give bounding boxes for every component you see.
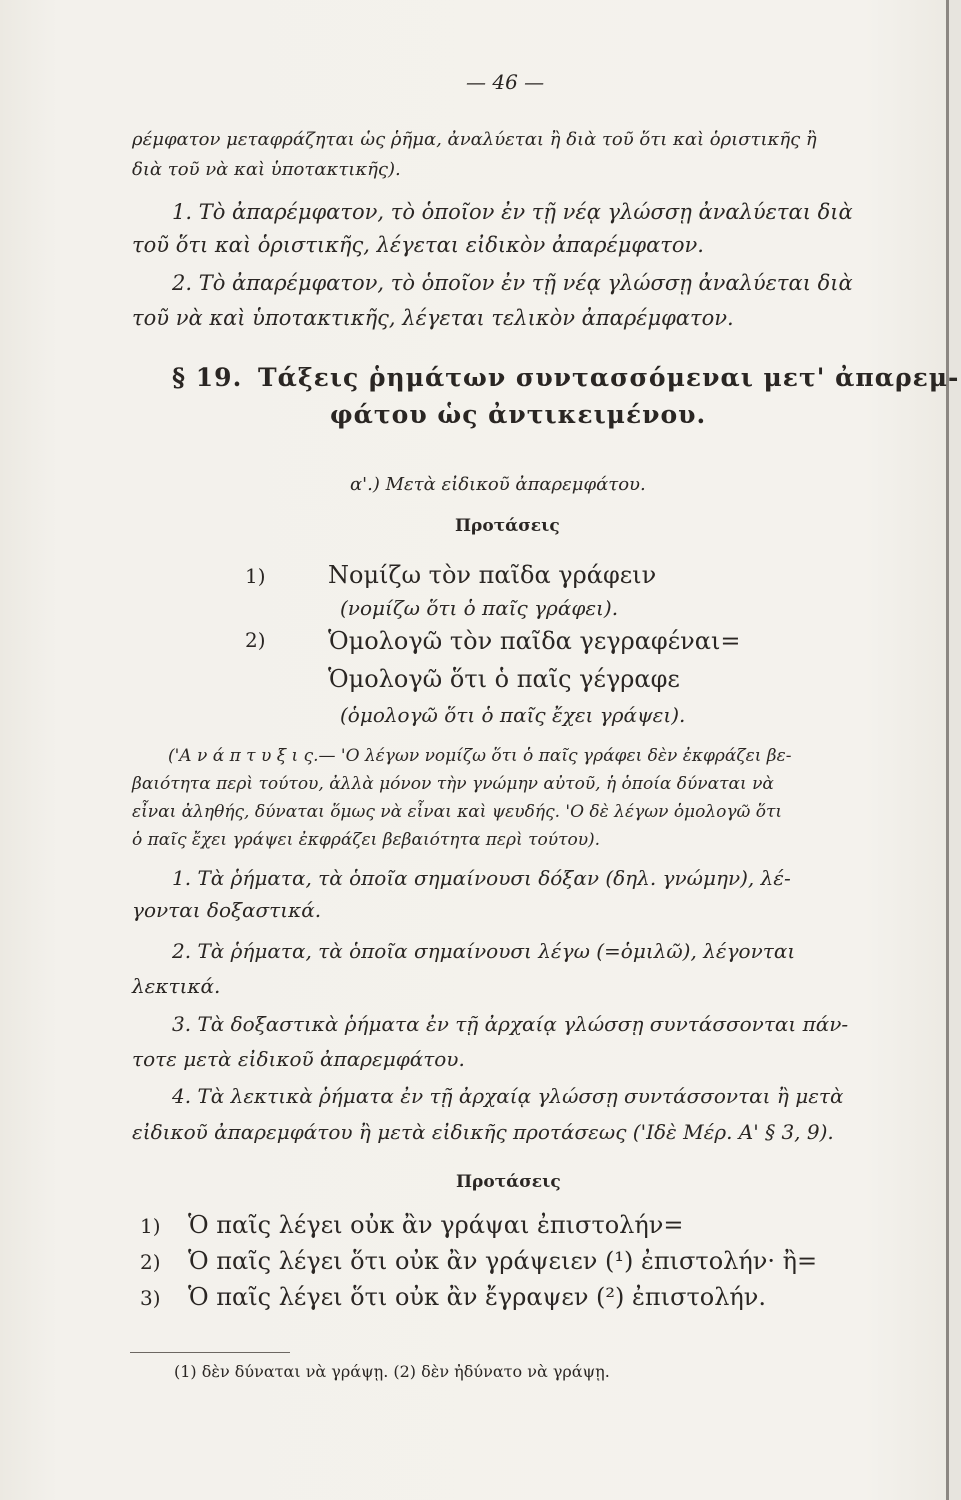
section-title-line-1: Τάξεις ῥημάτων συντασσόμεναι μετ' ἀπαρεμ- <box>258 363 960 392</box>
protaseis-label: Προτάσεις <box>455 516 560 536</box>
footnote-rule <box>130 1352 290 1353</box>
analysis-line-3: εἶναι ἀληθής, δύναται ὅμως νὰ εἶναι καὶ ψευδής. 'Ο δὲ λέγων ὁμολογῶ ὅτι <box>132 802 783 822</box>
example4-text: Ὁ παῖς λέγει ὅτι οὐκ ἂν γράψειεν (¹) ἐπιστολήν· ἢ= <box>188 1247 818 1275</box>
section-number: § 19. <box>172 363 243 392</box>
rule1-line-1: 1. Τὸ ἀπαρέμφατον, τὸ ὁποῖον ἐν τῇ νέᾳ γλώσσῃ ἀναλύεται διὰ <box>172 200 853 224</box>
rule-3-line-2: τοτε μετὰ εἰδικοῦ ἀπαρεμφάτου. <box>132 1047 465 1071</box>
rule-lektika-line-2: λεκτικά. <box>132 974 221 998</box>
analysis-line-4: ὁ παῖς ἔχει γράψει ἐκφράζει βεβαιότητα περὶ τούτου). <box>132 830 601 850</box>
example5-text: Ὁ παῖς λέγει ὅτι οὐκ ἂν ἔγραψεν (²) ἐπιστολήν. <box>188 1283 767 1311</box>
example5-number: 3) <box>140 1286 161 1310</box>
subheading: α'.) Μετὰ εἰδικοῦ ἀπαρεμφάτου. <box>350 474 646 495</box>
protaseis-label-2: Προτάσεις <box>456 1172 561 1192</box>
rule-3-line-1: 3. Τὰ δοξαστικὰ ῥήματα ἐν τῇ ἀρχαίᾳ γλώσσῃ συντάσσονται πάν- <box>172 1012 849 1036</box>
example2-line-3: (ὁμολογῶ ὅτι ὁ παῖς ἔχει γράψει). <box>340 703 686 727</box>
page-edge <box>949 0 961 1500</box>
example2-number: 2) <box>245 628 266 652</box>
example2-line-2: Ὁμολογῶ ὅτι ὁ παῖς γέγραφε <box>328 665 680 693</box>
example2-line-1: Ὁμολογῶ τὸν παῖδα γεγραφέναι= <box>328 627 741 655</box>
example1-line-1: Νομίζω τὸν παῖδα γράφειν <box>328 561 657 589</box>
rule2-line-2: τοῦ νὰ καὶ ὑποτακτικῆς, λέγεται τελικὸν ἀπαρέμφατον. <box>132 306 734 330</box>
example1-line-2: (νομίζω ὅτι ὁ παῖς γράφει). <box>340 596 619 620</box>
section-title-line-2: φάτου ὡς ἀντικειμένου. <box>330 400 707 429</box>
intro-line-2: διὰ τοῦ νὰ καὶ ὑποτακτικῆς). <box>132 159 401 180</box>
example4-number: 2) <box>140 1250 161 1274</box>
example3-number: 1) <box>140 1214 161 1238</box>
rule1-line-2: τοῦ ὅτι καὶ ὁριστικῆς, λέγεται εἰδικὸν ἀπαρέμφατον. <box>132 233 704 257</box>
rule-4-line-1: 4. Τὰ λεκτικὰ ῥήματα ἐν τῇ ἀρχαίᾳ γλώσσῃ συντάσσονται ἢ μετὰ <box>172 1084 844 1108</box>
page-edge-line <box>946 0 949 1500</box>
footnote: (1) δὲν δύναται νὰ γράψῃ. (2) δὲν ἠδύνατο νὰ γράψῃ. <box>174 1362 610 1381</box>
intro-line-1: ρέμφατον μεταφράζηται ὡς ῥῆμα, ἀναλύεται ἢ διὰ τοῦ ὅτι καὶ ὁριστικῆς ἢ <box>132 129 817 150</box>
analysis-line-2: βαιότητα περὶ τούτου, ἀλλὰ μόνον τὴν γνώμην αὐτοῦ, ἡ ὁποία δύναται νὰ <box>132 774 774 794</box>
rule-lektika-line-1: 2. Τὰ ῥήματα, τὰ ὁποῖα σημαίνουσι λέγω (=ὁμιλῶ), λέγονται <box>172 939 796 963</box>
page-number: — 46 — <box>466 70 545 94</box>
example1-number: 1) <box>245 564 266 588</box>
rule-4-line-2: εἰδικοῦ ἀπαρεμφάτου ἢ μετὰ εἰδικῆς προτάσεως ('Ιδὲ Μέρ. Α' § 3, 9). <box>132 1120 834 1144</box>
analysis-line-1: ('Α ν ά π τ υ ξ ι ς.— 'Ο λέγων νομίζω ὅτι ὁ παῖς γράφει δὲν ἐκφράζει βε- <box>168 746 792 766</box>
rule-doxastic-line-1: 1. Τὰ ῥήματα, τὰ ὁποῖα σημαίνουσι δόξαν (δηλ. γνώμην), λέ- <box>172 866 791 890</box>
rule-doxastic-line-2: γονται δοξαστικά. <box>132 898 322 922</box>
example3-text: Ὁ παῖς λέγει οὐκ ἂν γράψαι ἐπιστολήν= <box>188 1211 684 1239</box>
rule2-line-1: 2. Τὸ ἀπαρέμφατον, τὸ ὁποῖον ἐν τῇ νέᾳ γλώσσῃ ἀναλύεται διὰ <box>172 271 853 295</box>
